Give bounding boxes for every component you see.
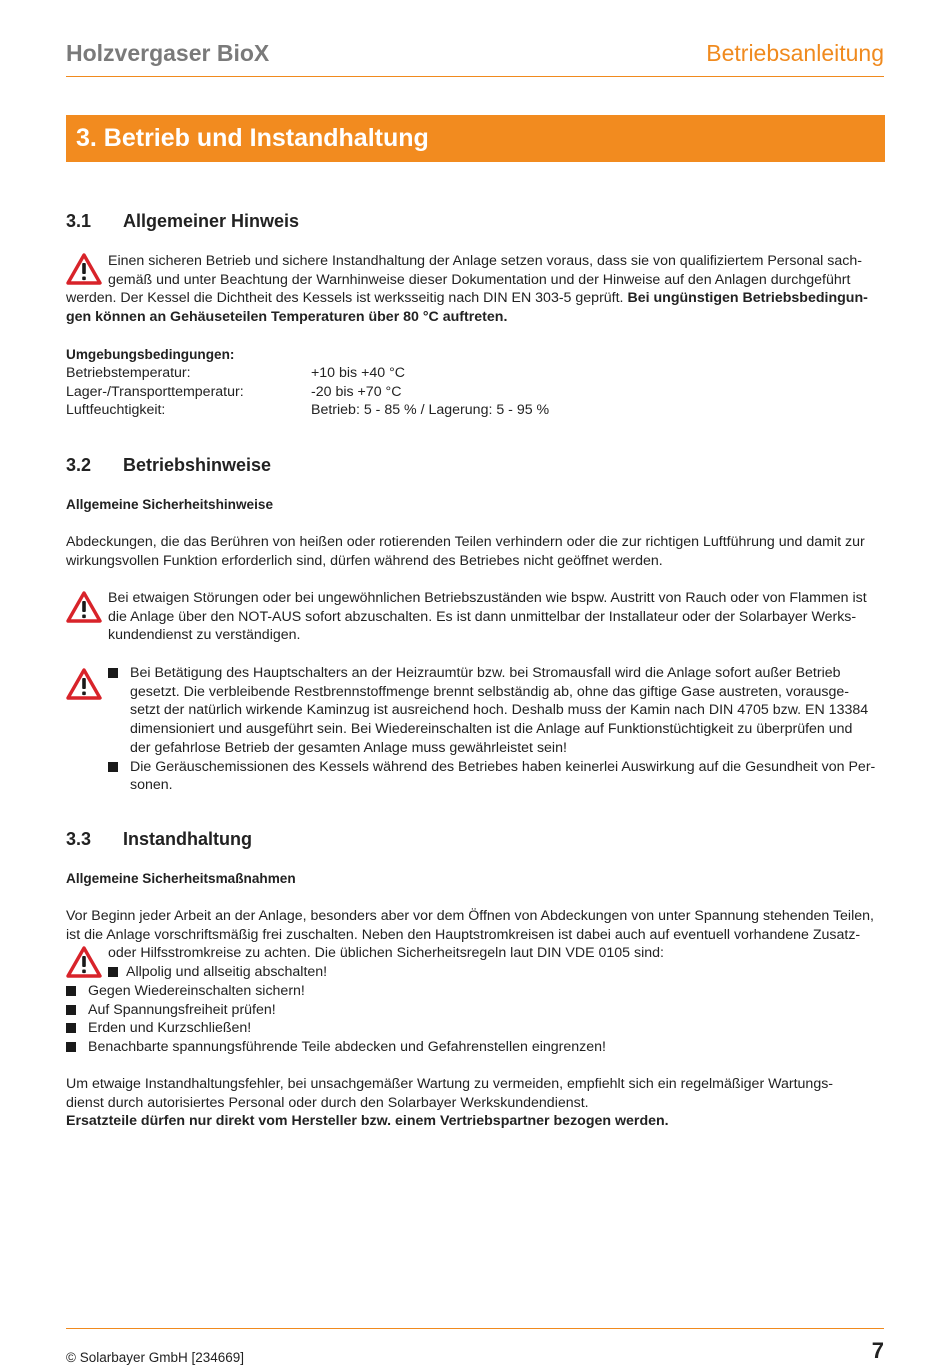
operation-bullets	[108, 664, 885, 795]
env-label: Lager-/Transporttemperatur:	[66, 383, 244, 400]
text-line: der gefahrlose Betrieb der gesamten Anlage muss gewährleistet sein!	[130, 739, 567, 756]
environment-row	[66, 383, 549, 402]
text-line: Bei etwaigen Störungen oder bei ungewöhnlichen Betriebszuständen wie bspw. Austritt von Rauch oder von Flammen ist	[108, 590, 867, 606]
text-line: Die Geräuschemissionen des Kessels während des Betriebes haben keinerlei Auswirkung auf die Gesundheit von Per-	[130, 758, 876, 775]
section-title: Allgemeiner Hinweis	[123, 211, 300, 231]
env-label: Betriebstemperatur:	[66, 365, 191, 381]
warning-triangle-icon	[66, 946, 102, 978]
text-line: ist die Anlage vorschriftsmäßig frei zuschalten. Neben den Hauptstromkreisen ist dabei auch auf eventuell vorhandene Zusatz-	[66, 926, 861, 943]
header-product: Holzvergaser BioX	[66, 40, 270, 66]
maintenance-intro-paragraph	[66, 907, 885, 963]
section-3-3-heading	[66, 830, 252, 849]
safety-rule-list	[66, 982, 885, 1057]
section-number: 3.3	[66, 829, 92, 849]
general-notice-paragraph	[66, 252, 885, 327]
footer-divider	[66, 1328, 884, 1329]
bullet-text	[130, 758, 885, 795]
text-line: Bei Betätigung des Hauptschalters an der Heizraumtür bzw. bei Stromausfall wird die Anlage sofort außer Betrieb	[130, 665, 841, 681]
section-3-2-heading	[66, 456, 271, 475]
text-span: werden. Der Kessel die Dichtheit des Kessels ist werksseitig nach DIN EN 303-5 geprüft.	[66, 290, 624, 307]
bullet-square-icon	[108, 967, 118, 977]
text-line: dimensioniert und ausgeführt sein. Bei Wiedereinschalten ist die Anlage auf Funktionstüchtigkeit zu überprüfen und	[130, 721, 853, 738]
text-line	[66, 308, 885, 327]
env-value: -20 bis +70 °C	[311, 383, 402, 400]
section-title: Instandhaltung	[123, 829, 252, 849]
text-line: Vor Beginn jeder Arbeit an der Anlage, besonders aber vor dem Öffnen von Abdeckungen von unter Spannung stehenden Teilen,	[66, 908, 874, 924]
text-line: Abdeckungen, die das Berühren von heißen oder rotierenden Teilen verhindern oder die zur richtigen Luftführung und damit zur	[66, 534, 865, 550]
bullet-square-icon	[66, 1005, 76, 1015]
rule-text: Erden und Kurzschließen!	[88, 1020, 252, 1037]
text-line	[66, 289, 885, 308]
text-line: gemäß und unter Beachtung der Warnhinweise dieser Dokumentation und der Hinweise auf den Anlagen durchgeführt	[108, 271, 851, 288]
section-3-1-heading	[66, 212, 299, 231]
text-line: sonen.	[130, 777, 173, 794]
rule-text: Gegen Wiedereinschalten sichern!	[88, 983, 305, 999]
text-line: dienst durch autorisiertes Personal oder durch den Solarbayer Werkskundendienst.	[66, 1094, 589, 1111]
rule-text: Auf Spannungsfreiheit prüfen!	[88, 1001, 276, 1018]
list-item	[66, 1019, 885, 1038]
bold-warning-text: Bei ungünstigen Betriebsbedingun-	[627, 290, 868, 307]
bullet-square-icon	[66, 1042, 76, 1052]
text-line: setzt der natürlich wirkende Kaminzug ist ausreichend hoch. Deshalb muss der Kamin nach DIN 4705 bzw. EN 13384	[130, 702, 869, 719]
section-title: Betriebshinweise	[123, 455, 272, 475]
bullet-square-icon	[66, 1023, 76, 1033]
list-item	[66, 982, 885, 1001]
section-number: 3.1	[66, 211, 92, 231]
environment-row	[66, 364, 549, 383]
env-label: Luftfeuchtigkeit:	[66, 402, 166, 419]
bold-notice-text: Ersatzteile dürfen nur direkt vom Hersteller bzw. einem Vertriebspartner bezogen werden.	[66, 1113, 669, 1130]
bold-warning-text: gen können an Gehäuseteilen Temperaturen über 80 °C auftreten.	[66, 309, 508, 326]
maintenance-service-paragraph	[66, 1075, 885, 1131]
text-line: die Anlage über den NOT-AUS sofort abzuschalten. Es ist dann unmittelbar der Installateur oder der Solarbayer Werks-	[108, 608, 857, 625]
bullet-square-icon	[108, 762, 118, 772]
safety-measures-heading: Allgemeine Sicherheitsmaßnahmen	[66, 871, 296, 886]
safety-notes-heading: Allgemeine Sicherheitshinweise	[66, 497, 273, 512]
section-number: 3.2	[66, 455, 92, 475]
bullet-square-icon	[108, 668, 118, 678]
list-item	[108, 758, 885, 795]
safety-rule-list	[108, 963, 885, 982]
list-item	[108, 664, 885, 758]
env-value: +10 bis +40 °C	[311, 365, 406, 381]
text-line: gesetzt. Die verbleibende Restbrennstoffmenge brennt selbständig ab, ohne das giftige Gase austreten, vorausge-	[130, 683, 850, 700]
footer-copyright: © Solarbayer GmbH [234669]	[66, 1350, 245, 1365]
environment-heading: Umgebungsbedingungen:	[66, 347, 235, 362]
covers-paragraph	[66, 533, 885, 570]
env-value: Betrieb: 5 - 85 % / Lagerung: 5 - 95 %	[311, 402, 550, 419]
chapter-title: 3. Betrieb und Instandhaltung	[66, 115, 885, 162]
warning-triangle-icon	[66, 668, 102, 700]
environment-row	[66, 401, 549, 420]
fault-warning-paragraph	[66, 589, 885, 645]
list-item	[66, 1038, 885, 1057]
page-number: 7	[871, 1338, 884, 1363]
text-line: oder Hilfsstromkreise zu achten. Die üblichen Sicherheitsregeln laut DIN VDE 0105 sind:	[108, 945, 664, 962]
header-divider	[66, 76, 884, 77]
text-line: Einen sicheren Betrieb und sichere Instandhaltung der Anlage setzen voraus, dass sie von qualifiziertem Personal sach-	[108, 253, 862, 269]
text-line: kundendienst zu verständigen.	[108, 627, 301, 644]
header-doc-type: Betriebsanleitung	[706, 40, 884, 66]
rule-text: Benachbarte spannungsführende Teile abdecken und Gefahrenstellen eingrenzen!	[88, 1039, 606, 1056]
environment-table	[66, 364, 549, 420]
text-line: Um etwaige Instandhaltungsfehler, bei unsachgemäßer Wartung zu vermeiden, empfiehlt sich ein regelmäßiger Wartungs-	[66, 1076, 834, 1092]
list-item	[66, 1001, 885, 1020]
list-item	[108, 963, 885, 982]
text-line: wirkungsvollen Funktion erforderlich sind, dürfen während des Betriebes nicht geöffnet werden.	[66, 552, 663, 569]
rule-text: Allpolig und allseitig abschalten!	[126, 964, 328, 980]
bullet-square-icon	[66, 986, 76, 996]
text-line	[66, 1112, 885, 1131]
bullet-text	[130, 664, 885, 758]
